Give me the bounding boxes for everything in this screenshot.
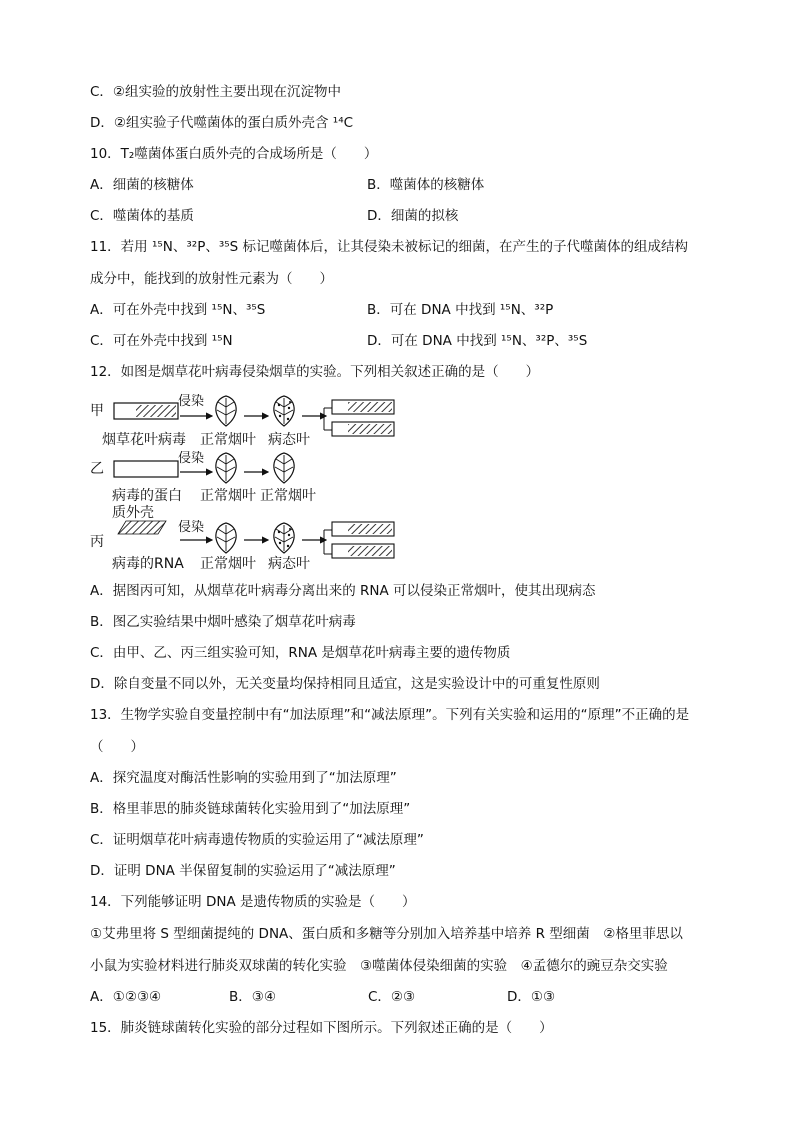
q14-stem: 14．下列能够证明 DNA 是遗传物质的实验是（ ） (90, 894, 416, 910)
q9-option-d: D．②组实验子代噬菌体的蛋白质外壳含 ¹⁴C (90, 115, 354, 131)
q11-stem-line1: 11．若用 ¹⁵N、³²P、³⁵S 标记噬菌体后，让其侵染未被标记的细菌，在产生的子代噬菌体的组成结构 (90, 239, 689, 255)
q13-option-d: D．证明 DNA 半保留复制的实验运用了“减法原理” (90, 863, 396, 879)
q9-option-c: C．②组实验的放射性主要出现在沉淀物中 (90, 84, 342, 100)
q14-statement-line2: 小鼠为实验材料进行肺炎双球菌的转化实验 ③噬菌体侵染细菌的实验 ④孟德尔的豌豆杂交实验 (90, 958, 668, 974)
normal-leaf-label: 正常烟叶 (260, 488, 316, 504)
normal-leaf-label: 正常烟叶 (200, 488, 256, 504)
q13-stem-line1: 13．生物学实验自变量控制中有“加法原理”和“减法原理”。下列有关实验和运用的“原理”不正确的是 (90, 707, 690, 723)
q10-option-b: B．噬菌体的核糖体 (367, 177, 485, 193)
q10-option-d: D．细菌的拟核 (367, 208, 459, 224)
rna-label: 病毒的RNA (112, 556, 184, 572)
q15-stem: 15．肺炎链球菌转化实验的部分过程如下图所示。下列叙述正确的是（ ） (90, 1020, 553, 1036)
q11-option-c: C．可在外壳中找到 ¹⁵N (90, 333, 233, 349)
q10-option-a: A．细菌的核糖体 (90, 177, 194, 193)
q14-option-a: A．①②③④ (90, 989, 162, 1005)
q13-option-b: B．格里菲思的肺炎链球菌转化实验用到了“加法原理” (90, 801, 411, 817)
normal-leaf-icon (216, 396, 236, 426)
protein-shell-rod (114, 461, 178, 477)
q10-option-c: C．噬菌体的基质 (90, 208, 194, 224)
rna-core-jia (136, 405, 176, 417)
sick-leaf-icon (274, 396, 294, 426)
q11-stem-line2: 成分中，能找到的放射性元素为（ ） (90, 271, 333, 287)
q13-option-a: A．探究温度对酶活性影响的实验用到了“加法原理” (90, 770, 397, 786)
q12-option-b: B．图乙实验结果中烟叶感染了烟草花叶病毒 (90, 614, 356, 630)
q12-figure-drawing (88, 394, 408, 574)
normal-leaf-icon (274, 453, 294, 483)
infect-label: 侵染 (178, 394, 205, 409)
q11-option-a: A．可在外壳中找到 ¹⁵N、³⁵S (90, 302, 266, 318)
normal-leaf-icon (216, 523, 236, 553)
normal-leaf-icon (216, 453, 236, 483)
q13-option-c: C．证明烟草花叶病毒遗传物质的实验运用了“减法原理” (90, 832, 424, 848)
viral-rna-strand (118, 521, 166, 534)
row-label-yi: 乙 (90, 461, 104, 477)
q13-stem-line2: （ ） (90, 739, 144, 755)
q14-option-c: C．②③ (368, 989, 416, 1005)
row-label-jia: 甲 (90, 403, 104, 419)
q14-option-d: D．①③ (507, 989, 556, 1005)
q10-stem: 10．T₂噬菌体蛋白质外壳的合成场所是（ ） (90, 146, 378, 162)
q11-option-d: D．可在 DNA 中找到 ¹⁵N、³²P、³⁵S (367, 333, 588, 349)
sick-leaf-icon (274, 523, 294, 553)
protein-label-line1: 病毒的蛋白 (112, 488, 182, 504)
q12-figure (88, 394, 408, 574)
q12-option-a: A．据图丙可知，从烟草花叶病毒分离出来的 RNA 可以侵染正常烟叶，使其出现病态 (90, 583, 596, 599)
q12-option-d: D．除自变量不同以外，无关变量均保持相同且适宜，这是实验设计中的可重复性原则 (90, 676, 600, 692)
protein-label-line2: 质外壳 (112, 505, 154, 521)
tmv-label: 烟草花叶病毒 (102, 432, 186, 448)
normal-leaf-label: 正常烟叶 (200, 432, 256, 448)
row-label-bing: 丙 (90, 534, 104, 550)
q12-stem: 12．如图是烟草花叶病毒侵染烟草的实验。下列相关叙述正确的是（ ） (90, 364, 540, 380)
row-yi (114, 453, 294, 483)
normal-leaf-label: 正常烟叶 (200, 556, 256, 572)
q14-statement-line1: ①艾弗里将 S 型细菌提纯的 DNA、蛋白质和多糖等分别加入培养基中培养 R 型细菌 ②格里菲思以 (90, 926, 683, 942)
q12-option-c: C．由甲、乙、丙三组实验可知，RNA 是烟草花叶病毒主要的遗传物质 (90, 645, 511, 661)
infect-label: 侵染 (178, 451, 205, 466)
sick-leaf-label: 病态叶 (268, 556, 310, 572)
row-bing (118, 521, 394, 558)
sick-leaf-label: 病态叶 (268, 432, 310, 448)
row-jia (114, 396, 394, 436)
infect-label: 侵染 (178, 520, 205, 535)
q11-option-b: B．可在 DNA 中找到 ¹⁵N、³²P (367, 302, 554, 318)
q14-option-b: B．③④ (229, 989, 276, 1005)
